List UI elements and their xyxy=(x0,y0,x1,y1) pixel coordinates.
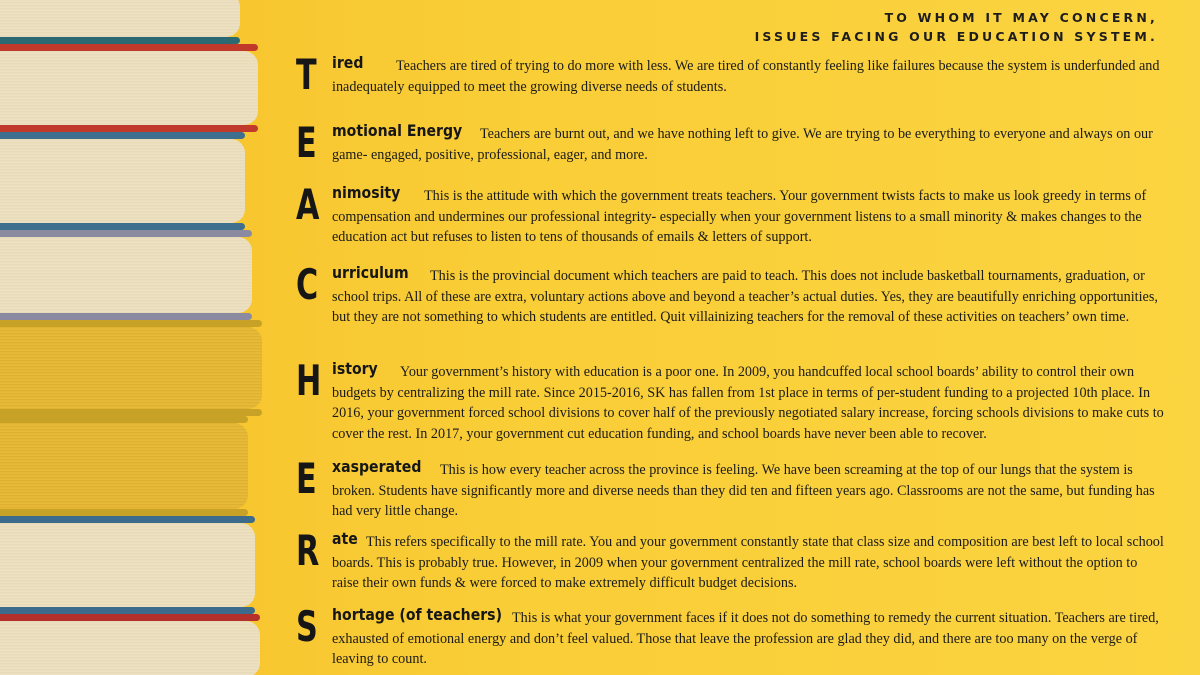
acrostic-letter: A xyxy=(296,180,320,229)
book-edge xyxy=(0,132,245,230)
header-line-2: ISSUES FACING OUR EDUCATION SYSTEM. xyxy=(754,29,1158,44)
acrostic-letter: E xyxy=(296,454,317,503)
entry-word: xasperated xyxy=(332,457,422,476)
book-edge xyxy=(0,614,260,675)
entry-text: Teachers are burnt out, and we have nothing left to give. We are trying to be everything to everyone and always on our game- engaged, positive, professional, eager, and more. xyxy=(332,126,1153,163)
book-stack-image xyxy=(0,0,300,675)
entry-word: nimosity xyxy=(332,183,401,202)
entry-text: This is the provincial document which teachers are paid to teach. This does not include basketball tournaments, graduation, or school trips. All of these are extra, voluntary actions above and beyond a teacher’s actual duties. Yes, they are beautifully enriching opportunities, but they are not something to which students are entitled. Quit villainizing teachers for the removal of these activities on teachers’ own time. xyxy=(332,268,1158,325)
book-edge xyxy=(0,230,252,320)
entry-text: This is the attitude with which the government treats teachers. Your government twists facts to make us look greedy in terms of compensation and undermines our professional integrity- especially when your government listens to a small minority & makes changes to the education act but refuses to listen to tens of thousands of emails & letters of support. xyxy=(332,188,1147,245)
entry-word: motional Energy xyxy=(332,121,463,140)
entry-word: ired xyxy=(332,53,364,72)
entry-word: urriculum xyxy=(332,263,409,282)
book-edge xyxy=(0,320,262,416)
book-edge xyxy=(0,516,255,614)
acrostic-letter: T xyxy=(296,50,317,99)
acrostic-letter: E xyxy=(296,118,317,167)
entry-body xyxy=(332,529,1164,594)
acrostic-letter: R xyxy=(296,526,320,575)
entry-text: This is how every teacher across the province is feeling. We have been screaming at the top of our lungs that the system is broken. Students have significantly more and diverse needs than they did ten and fifteen years ago. Classrooms are not the same, but funding has had very little change. xyxy=(332,462,1155,519)
book-edge xyxy=(0,44,258,132)
entry-body xyxy=(332,359,1164,444)
entry-text: Your government’s history with education is a poor one. In 2009, you handcuffed local school boards’ ability to control their own budgets by centralizing the mill rate. Since 2015-2016, SK has fallen from 1st place in terms of per-student funding to a projected 10th place. In 2016, your government forced school divisions to cover half of the previously negotiated salary increase, forcing schools divisions to make cuts to cover the rest. In 2017, your government cut education funding, and school boards have never been able to recover. xyxy=(332,364,1164,442)
entry-text: Teachers are tired of trying to do more with less. We are tired of constantly feeling like failures because the system is underfunded and inadequately equipped to meet the growing diverse needs of students. xyxy=(332,58,1160,95)
entry-text: This refers specifically to the mill rate. You and your government constantly state that class size and composition are best left to local school boards. This is probably true. However, in 2009 when your government centralized the mill rate, school boards were left without the option to raise their own funds & were forced to make extremely difficult budget decisions. xyxy=(332,534,1164,591)
entry-word: istory xyxy=(332,359,378,378)
acrostic-letter: C xyxy=(296,260,319,309)
book-edge xyxy=(0,0,240,44)
acrostic-letter: S xyxy=(296,602,318,651)
entry-body xyxy=(332,53,1164,97)
book-edge xyxy=(0,416,248,516)
entry-word: hortage (of teachers) xyxy=(332,605,503,624)
entry-body xyxy=(332,183,1164,248)
acrostic-letter: H xyxy=(296,356,322,405)
header-line-1: TO WHOM IT MAY CONCERN, xyxy=(884,10,1158,25)
entry-text: This is what your government faces if it does not do something to remedy the current situation. Teachers are tired, exhausted of emotional energy and don’t feel valued. Those that leave the profession are glad they did, and there are too many on the verge of leaving to count. xyxy=(332,610,1159,667)
entry-body xyxy=(332,263,1164,328)
entry-body xyxy=(332,457,1164,522)
entry-word: ate xyxy=(332,529,358,548)
poster-header xyxy=(755,8,1158,46)
